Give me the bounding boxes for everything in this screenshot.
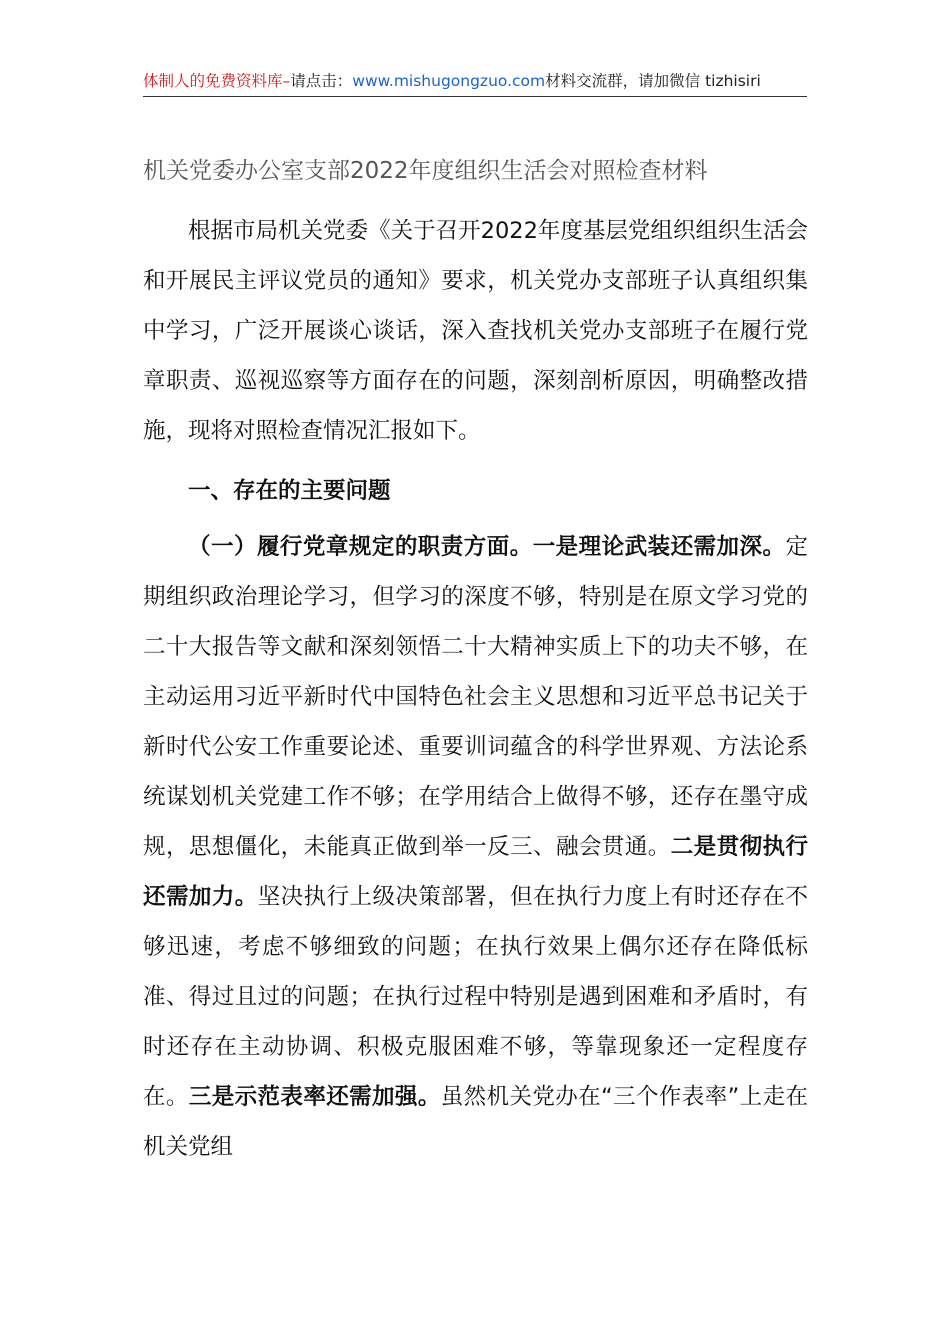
section-1-1-text-2: 坚决执行上级决策部署，但在执行力度上有时还存在不够迅速，考虑不够细致的问题；在执行效果上偶尔还存在降低标准、得过且过的问题；在执行过程中特别是遇到困难和矛盾时，有时还存在主动协调、积极克服困难不够，等靠现象还一定程度存在。 bbox=[143, 884, 808, 1110]
header-prompt: 请点击： bbox=[290, 72, 353, 90]
header-contact: 材料交流群，请加微信 tizhisiri bbox=[545, 72, 761, 90]
section-1-1-lead: （一）履行党章规定的职责方面。一是理论武装还需加深。 bbox=[188, 534, 786, 560]
document-title: 机关党委办公室支部2022年度组织生活会对照检查材料 bbox=[143, 158, 708, 184]
section-heading-1: 一、存在的主要问题 bbox=[188, 478, 391, 504]
section-1-1-paragraph bbox=[143, 522, 808, 1172]
intro-paragraph: 根据市局机关党委《关于召开2022年度基层党组织组织生活会和开展民主评议党员的通知》要求，机关党办支部班子认真组织集中学习，广泛开展谈心谈话，深入查找机关党办支部班子在履行党章职责、巡视巡察等方面存在的问题，深刻剖析原因，明确整改措施，现将对照检查情况汇报如下。 bbox=[143, 218, 808, 444]
section-1-1-bold-3: 三是示范表率还需加强。 bbox=[188, 1084, 441, 1110]
header-brand: 体制人的免费资料库 bbox=[143, 72, 283, 90]
header-site-link[interactable]: www.mishugongzuo.com bbox=[352, 72, 546, 90]
section-1-1-text-1: 定期组织政治理论学习，但学习的深度不够，特别是在原文学习党的二十大报告等文献和深刻领悟二十大精神实质上下的功夫不够，在主动运用习近平新时代中国特色社会主义思想和习近平总书记关于新时代公安工作重要论述、重要训词蕴含的科学世界观、方法论系统谋划机关党建工作不够；在学用结合上做得不够，还存在墨守成规，思想僵化，未能真正做到举一反三、融会贯通。 bbox=[143, 534, 808, 860]
section-1-1-bold-2: 二是贯彻执行还需加力。 bbox=[143, 834, 808, 910]
header-dash: – bbox=[282, 72, 291, 90]
section-1-1-text-3: 虽然机关党办在“三个作表率”上走在机关党组 bbox=[143, 1084, 808, 1160]
page-header bbox=[143, 66, 807, 97]
